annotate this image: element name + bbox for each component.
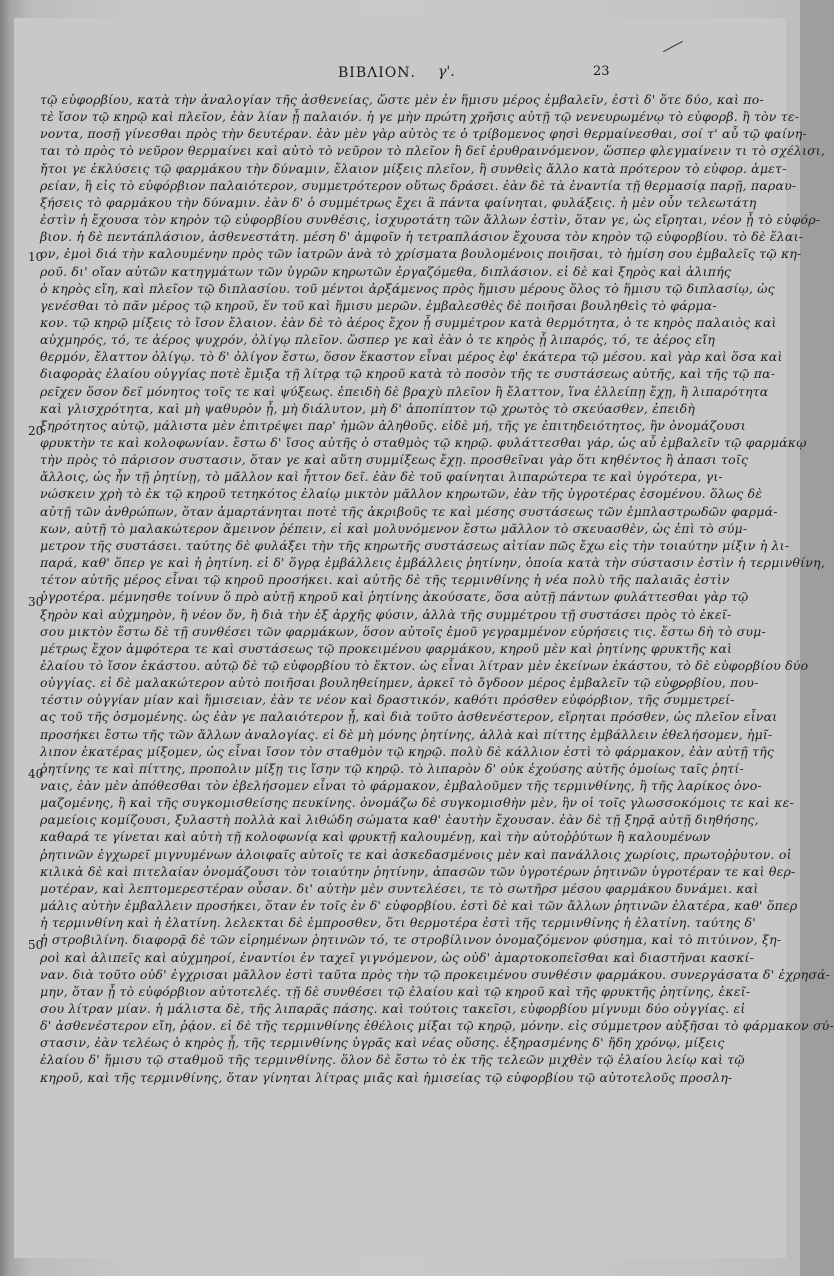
text-line: οὐγγίας. εἰ δὲ μαλακώτερον αὐτὸ ποιῆσαι βουληθείημεν, ἀρκεῖ τὸ ὄγδοον μέρος ἐμβαλεῖν τῷ εὐφορβίου, που- xyxy=(40,675,759,691)
text-line: τέτον αὐτῆς μέρος εἶναι τῷ κηροῦ προσήκει. καὶ αὐτῆς δὲ τῆς τερμινθίνης ἡ νέα πολὺ τῆς παλαιᾶς ἐστὶν xyxy=(40,572,730,588)
text-line: παρά, καθ' ὅπερ γε καὶ ἡ ῥητίνη. εἰ δ' ὅγρᾳ ἐμβάλλεις ἐμβάλλεις ῥητίνην, ὁποία κατὰ τὴν σύστασιν ἐστὶν ἡ τερμινθίνη, xyxy=(40,555,825,571)
margin-line-number: 20 xyxy=(28,424,44,438)
text-line: ροῦ. δι' οἴαν αὐτῶν κατηγμάτων τῶν ὑγρῶν κηρωτῶν ἐργαζόμεθα, διπλάσιον. εἰ δὲ καὶ ξηρὸς καὶ ἀλιπής xyxy=(40,263,732,279)
text-line: τῷ εὐφορβίου, κατὰ τὴν ἀναλογίαν τῆς ἀσθενείας, ὥστε μὲν ἐν ἥμισυ μέρος ἐμβαλεῖν, ἐστὶ δ' ὅτε δύο, καὶ πο- xyxy=(40,92,764,107)
text-line: σου λίτραν μίαν. ἡ μάλιστα δὲ, τῆς λιπαρᾶς πάσης. καὶ τούτοις τακεῖσι, εὐφορβίου μίγνυμι δύο οὐγγίας. εἰ xyxy=(40,1000,746,1016)
text-line: δ' ἀσθενέστερον εἴη, ῥᾴον. εἰ δὲ τῆς τερμινθίνης ἐθέλοις μίξαι τῷ κηρῷ, μόνην. εἰς σύμμετρον αὐξῆσαι τὸ φάρμακον σύ- xyxy=(40,1018,834,1034)
text-line: μέτρως ἔχον ἀμφότερα τε καὶ συστάσεως τῷ προκειμένου φαρμάκου, κηροῦ μὲν καὶ ῥητίνης φρυκτῆς καὶ xyxy=(40,640,733,656)
text-line: ραμείοις κομίζουσι, ξυλαστὴ πολλὰ καὶ λιθώδη σώματα καθ' ἑαυτὴν ἔχουσαν. ἐὰν δὲ τῇ ξηρᾷ αὐτῇ διηθήσης, xyxy=(40,812,759,828)
margin-line-number: 50 xyxy=(28,938,44,952)
text-line: ἐστὶν ἡ ἔχουσα τὸν κηρὸν τῷ εὐφορβίου συνθέσις, ἰσχυροτάτη τῶν ἄλλων ἐστὶν, ὅταν γε, ὡς εἴρηται, νέον ᾖ τὸ εὐφόρ- xyxy=(40,212,821,228)
text-line: ἤτοι γε ἐκλύσεις τῷ φαρμάκου τὴν δύναμιν, ἔλαιον μίξεις πλεῖον, ἢ συνθεὶς ἄλλο κατὰ πρότερον τὸ εὐφορ. ἀμετ- xyxy=(40,160,787,176)
text-line: κηροῦ, καὶ τῆς τερμινθίνης, ὅταν γίνηται λίτρας μιᾶς καὶ ἡμισείας τῷ εὐφορβίου τῷ αὐτοτελοῦς προσλη- xyxy=(40,1069,733,1085)
text-line: ξήσεις τὸ φαρμάκου τὴν δύναμιν. ἐὰν δ' ὁ συμμέτρως ἔχει ἃ πάντα φαίνηται, φυλάξεις. ἡ μὲν οὖν τελεωτάτη xyxy=(40,194,757,210)
text-line: αὐτῇ τῶν ἀνθρώπων, ὅταν ἁμαρτάνηται ποτὲ τῆς ἀκριβοῦς τε καὶ μέσης συστάσεως τῶν ἐμπλαστρωδῶν φαρμά- xyxy=(40,503,778,519)
text-line: διαφορὰς ἐλαίου οὐγγίας ποτὲ ἔμιξα τῇ λίτρᾳ τῷ κηροῦ κατὰ τὸ ποσὸν τῆς τε συστάσεως αὐτῆς, καὶ τῆς τῷ πα- xyxy=(40,366,776,382)
text-line: ὁ κηρὸς εἴη, καὶ πλεῖον τῷ διπλασίου. τοῦ μέντοι ἀρξάμενος πρὸς ἥμισυ μέρους ὅλος τὸ ἥμισυ τῷ διπλασίῳ, ὡς xyxy=(40,280,775,296)
text-line: καθαρά τε γίνεται καὶ αὐτὴ τῇ κολοφωνίᾳ καὶ φρυκτῇ καλουμένῃ, καὶ τὴν αὐτοῤῥύτων ἢ καλουμένων xyxy=(40,829,711,845)
text-line: ἐλαίου δ' ἥμισυ τῷ σταθμοῦ τῆς τερμινθίνης. ὅλον δὲ ἔστω τὸ ἐκ τῆς τελεῶν μιχθὲν τῷ ἐλαίου λείῳ καὶ τῷ xyxy=(40,1052,745,1068)
margin-line-number: 30 xyxy=(28,595,44,609)
text-line: ρεῖχεν ὅσον δεῖ μόνητος τοῖς τε καὶ ψύξεως. ἐπειδὴ δὲ βραχὺ πλεῖον ἢ ἔλαττον, ἵνα ἐλλείπῃ ἔχῃ, ἢ λιπαρότητα xyxy=(40,383,769,399)
text-line: ἡ στροβιλίνη. διαφορᾷ δὲ τῶν εἰρημένων ῥητινῶν τό, τε στροβίλινον ὀνομαζόμενον φύσημα, καὶ τὸ πιτύινον, ξη- xyxy=(40,932,782,948)
text-line: ον, ἐμοὶ διά τὴν καλουμένην πρὸς τῶν ἰατρῶν ἀνὰ τὸ χρίσματα βουλομένοις ποιῆσαι, τὸ ἡμίση σου ἐμβαλεῖς τῷ κη- xyxy=(40,246,802,262)
text-line: τὲ ἴσον τῷ κηρῷ καὶ πλεῖον, ἐὰν λίαν ᾖ παλαιόν. ἡ γε μὴν πρώτη χρῆσις αὐτῇ τῷ νενευρωμένῳ τὸ εὐφορβ. ἢ τὸν τε- xyxy=(40,109,800,125)
text-line: ῥητίνης τε καὶ πίττης, προπολιν μίξῃ τις ἴσην τῷ κηρῷ. τὸ λιπαρὸν δ' οὐκ ἐχούσης αὐτῆς ὁμοίως ταῖς ῥητί- xyxy=(40,760,744,776)
text-line: προσήκει ἔστω τῆς τῶν ἄλλων ἀναλογίας. εἰ δὲ μὴ μόνης ῥητίνης, ἀλλὰ καὶ πίττης ἐμβάλλειν ἐθελήσομεν, ἡμῖ- xyxy=(40,726,773,742)
text-line: σου μικτὸν ἔστω δὲ τῇ συνθέσει τῶν φαρμάκων, ὅσον αὐτοῖς ἐμοῦ γεγραμμένον εὑρήσεις τις. ἔστω δὴ τὸ συμ- xyxy=(40,623,766,639)
text-line: μαζομένης, ἢ καὶ τῆς συγκομισθείσης πευκίνης. ὀνομάζω δὲ συγκομισθὴν μὲν, ἣν οἱ τοῖς γλωσσοκόμοις τε καὶ κε- xyxy=(40,795,795,811)
text-line: λιπον ἑκατέρας μίξομεν, ὡς εἶναι ἴσον τὸν σταθμὸν τῷ κηρῷ. πολὺ δὲ κάλλιον ἐστὶ τὸ φάρμακον, ἐὰν αὐτῇ τῆς xyxy=(40,743,775,759)
text-line: νώσκειν χρὴ τὸ ἐκ τῷ κηροῦ τετηκότος ἐλαίῳ μικτὸν μᾶλλον κηρωτῶν, ἐὰν τῆς ὑγροτέρας ἐσομένου. ὅλως δὲ xyxy=(40,486,763,502)
text-line: ας τοῦ τῆς ὀσμομένης. ὡς ἐὰν γε παλαιότερον ᾖ, καὶ διὰ τοῦτο ἀσθενέστερον, εἴρηται πρόσθεν, ὡς πλεῖον εἶναι xyxy=(40,709,778,725)
text-line: κιλικὰ δὲ καὶ πιτελαίαν ὀνομάζουσι τὸν τοιαύτην ῥητίνην, ἀπασῶν τῶν ὑγροτέρων ῥητινῶν ὑγροτέραν τε καὶ θερ- xyxy=(40,863,796,879)
text-line: γενέσθαι τὸ πᾶν μέρος τῷ κηροῦ, ἕν τοῦ καὶ ἥμισυ μερῶν. ἐμβαλεσθὲς δὲ ποιῆσαι βουληθεὶς τὸ φάρμα- xyxy=(40,297,717,313)
text-line: ναις, ἐὰν μὲν ἀπόθεσθαι τὸν ἐβελήσομεν εἶναι τὸ φάρμακον, ἐμβαλοῦμεν τῆς τερμινθίνης, ἢ τῆς λαρίκος ὀνο- xyxy=(40,778,762,793)
text-line: βιον. ἡ δὲ πεντάπλάσιον, ἀσθενεστάτη. μέση δ' ἀμφοῖν ἡ τετραπλάσιον ἔχουσα τὸν κηρὸν τῷ εὐφορβίου. τὸ δὲ ἔλαι- xyxy=(40,229,804,245)
text-line: κον. τῷ κηρῷ μίξεις τὸ ἴσον ἔλαιον. ἐὰν δὲ τὸ ἀέρος ἔχον ᾖ συμμέτρον κατὰ θερμότητα, ὁ τε κηρὸς παλαιὸς καὶ xyxy=(40,314,777,330)
text-line: κων, αὐτῇ τὸ μαλακώτερον ἄμεινον ῥέπειν, εἰ καὶ μολυνόμενον ἔστω μᾶλλον τὸ σκευασθὲν, ὡς ἐπὶ τὸ σύμ- xyxy=(40,520,748,536)
margin-line-number: 10 xyxy=(28,250,44,264)
text-line: ρείαν, ἢ εἰς τὸ εὐφόρβιον παλαιότερον, συμμετρότερον οὕτως δράσει. ἐὰν δὲ τὰ ἐναντία τῇ θερμασίᾳ παρῇ, παραυ- xyxy=(40,177,797,193)
text-line: μην, ὅταν ᾖ τὸ εὐφόρβιον αὐτοτελές. τῇ δὲ συνθέσει τῷ ἐλαίου καὶ τῷ κηροῦ καὶ τῆς φρυκτῆς ῥητίνης, ἐκεῖ- xyxy=(40,983,751,999)
text-line: νοντα, ποσῇ γίνεσθαι πρὸς τὴν δευτέραν. ἐὰν μὲν γὰρ αὐτὸς τε ὁ τρίβομενος φησὶ θερμαίνεσθαι, σοί τ' αὖ τῷ φαίνη- xyxy=(40,126,807,142)
text-line: καὶ γλισχρότητα, καὶ μὴ ψαθυρὸν ᾖ, μὴ διάλυτον, μὴ δ' ἀποπίπτον τῷ χρωτὸς τὸ σκεύασθεν, ἐπειδὴ xyxy=(40,400,696,416)
text-line: ἡ τερμινθίνη καὶ ἡ ἐλατίνη. λελεκται δὲ ἐμπροσθεν, ὅτι θερμοτέρα ἐστὶ τῆς τερμινθίνης ἡ ἐλατίνη. ταύτης δ' xyxy=(40,915,756,931)
body-text xyxy=(40,90,834,1262)
book-number: γ'. xyxy=(438,64,455,80)
text-line: ῥητινῶν ἐγχωρεῖ μιγνυμένων ἀλοιφαῖς αὐτοῖς τε καὶ ἀσκεδασμένοις μὲν καὶ πανάλλοις χωρίοις, πρωτοῤῥυτον. οἱ xyxy=(40,846,792,862)
text-line: μάλις αὐτὴν ἐμβαλλειν προσήκει, ὅταν ἐν τοῖς ἐν δ' εὐφορβίου. ἐστὶ δὲ καὶ τῶν ἄλλων ῥητινῶν ἐλατέρα, καθ' ὅπερ xyxy=(40,898,798,914)
text-line: μετρον τῆς συστάσει. ταύτης δὲ φυλάξει τὴν τῆς κηρωτῆς συστάσεως αἰτίαν πῶς ἔχω εἰς τὴν τοιαύτην μίξιν ἡ λι- xyxy=(40,537,790,553)
text-line: ροὶ καὶ ἀλιπεῖς καὶ αὐχμηροί, ἐναντίοι ἐν ταχεῖ γιγνόμενον, ὡς οὐδ' ἀμαρτοκοπεῖσθαι καὶ διαστῆναι κασκί- xyxy=(40,949,755,965)
margin-line-number: 40 xyxy=(28,767,44,781)
text-line: μοτέραν, καὶ λεπτομερεστέραν οὖσαν. δι' αὐτὴν μὲν συντελέσει, τε τὸ σωτῆρσ μέσου φαρμάκου δυνάμει. καὶ xyxy=(40,880,759,896)
text-line: ξηρὸν καὶ αὐχμηρὸν, ἢ νέον ὄν, ἢ διὰ τὴν ἐξ ἀρχῆς φύσιν, ἀλλὰ τῆς συμμέτρου τῇ συστάσει πρὸς τὸ ἐκεῖ- xyxy=(40,606,732,622)
text-line: τέστιν οὐγγίαν μίαν καὶ ἥμισειαν, ἐὰν τε νέον καὶ δραστικόν, καθότι πρόσθεν εὐφόρβιον, τῆς συμμετρεί- xyxy=(40,692,735,708)
text-line: ξηρότητος αὐτῷ, μάλιστα μὲν ἐπιτρέψει παρ' ἡμῶν ἀληθοῦς. εἰδὲ μή, τῆς γε ἐπιτηδειότητος, ἣν ὀνομάζουσι xyxy=(40,417,746,433)
text-line: ται τὸ πρὸς τὸ νεῦρον θερμαίνει καὶ αὐτὸ τὸ νεῦρον τὸ πλεῖον ἢ δεῖ ἐρυθραινόμενον, ὥσπερ φλεγμαίνειν τι τὸ σχέλισι, xyxy=(40,143,826,159)
text-line: αὐχμηρός, τό, τε ἀέρος ψυχρόν, ὀλίγῳ πλεῖον. ὥσπερ γε καὶ ἐὰν ὁ τε κηρὸς ᾖ λιπαρός, τό, τε ἀέρος εἴη xyxy=(40,332,716,348)
text-line: στασιν, ἐὰν τελέως ὁ κηρὸς ᾖ, τῆς τερμινθίνης ὑγρᾶς καὶ νέας οὔσης. ἐξηρασμένης δ' ἤδη χρόνῳ, μίξεις xyxy=(40,1035,725,1051)
page-number: 23 xyxy=(593,64,610,79)
text-line: ἄλλοις, ὡς ἦν τῇ ῥητίνῃ, τὸ μᾶλλον καὶ ἧττον δεῖ. ἐὰν δὲ τοῦ φαίνηται λιπαρώτερα τε καὶ ὑγρότερα, γι- xyxy=(40,469,723,485)
text-line: τὴν πρὸς τὸ πάρισον συστασιν, ὅταν γε καὶ αὕτη συμμίξεως ἔχῃ. προσθεῖναι γὰρ ὅτι κηθέντος ἢ ἀπασι τοῖς xyxy=(40,452,749,468)
running-header: ΒΙΒΛΙΟΝ. xyxy=(338,65,416,81)
text-line: ἐλαίου τὸ ἴσον ἑκάστου. αὐτῷ δὲ τῷ εὐφορβίου τὸ ἕκτον. ὡς εἶναι λίτραν μὲν ἐκείνων ἑκάστου, τὸ δὲ εὐφορβίου δύο xyxy=(40,657,809,673)
text-line: θερμόν, ἔλαττον ὀλίγῳ. τὸ δ' ὀλίγον ἔστω, ὅσον ἕκαστον εἶναι μέρος ἐφ' ἑκάτερα τῷ μέσου. καὶ γὰρ καὶ ὅσα καὶ xyxy=(40,349,783,365)
text-line: ὑγροτέρα. μέμνησθε τοίνυν ὅ πρὸ αὐτῇ κηροῦ καὶ ῥητίνης ἀκούσατε, ὅσα αὐτῇ πάντων φυλάττεσθαι γὰρ τῷ xyxy=(40,589,749,605)
text-line: φρυκτὴν τε καὶ κολοφωνίαν. ἔστω δ' ἴσος αὐτῆς ὁ σταθμὸς τῷ κηρῷ. φυλάττεσθαι γάρ, ὡς αὖ ἐμβαλεῖν τῷ φαρμάκῳ xyxy=(40,435,807,450)
text-line: ναν. διὰ τοῦτο οὐδ' ἐγχρισαι μᾶλλον ἐστὶ ταῦτα πρὸς τὴν τῷ προκειμένου συνθέσιν φαρμάκου. συνεργάσατα δ' ἐχρησά- xyxy=(40,966,831,982)
